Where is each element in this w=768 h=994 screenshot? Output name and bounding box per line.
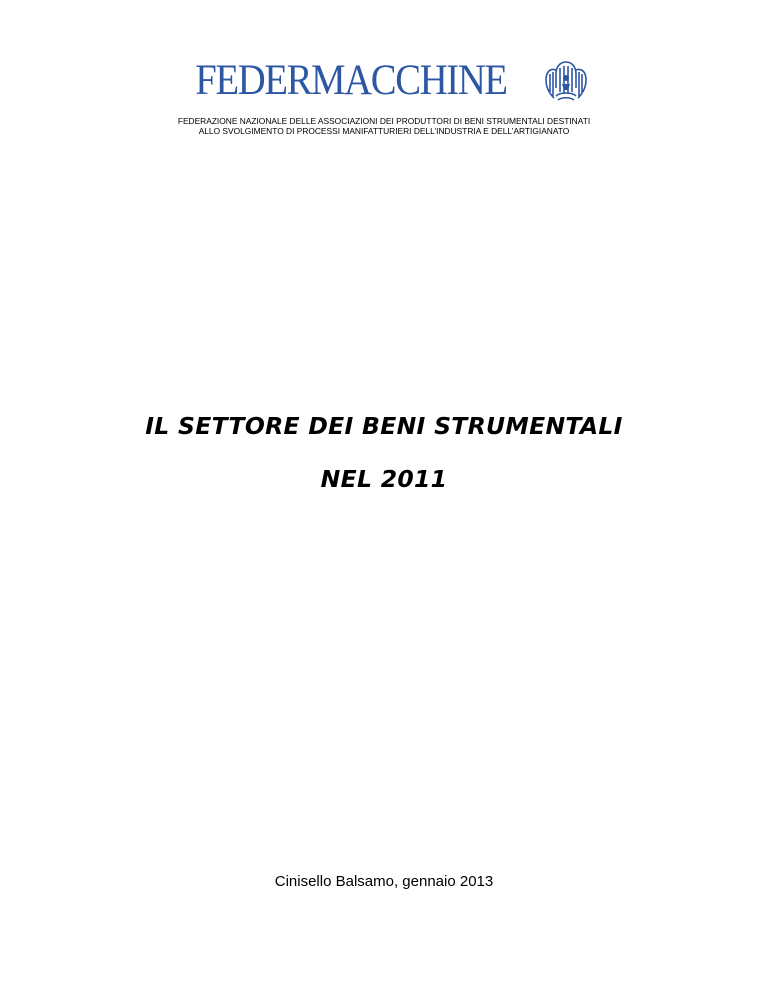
letterhead — [0, 58, 768, 136]
brand-name: FEDERMACCHINE — [195, 57, 507, 104]
brand-subtitle-line1: FEDERAZIONE NAZIONALE DELLE ASSOCIAZIONI DEI PRODUTTORI DI BENI STRUMENTALI DESTINATI — [177, 116, 591, 126]
document-title-line1: IL SETTORE DEI BENI STRUMENTALI — [145, 412, 623, 440]
brand-subtitle-line2: ALLO SVOLGIMENTO DI PROCESSI MANIFATTURIERI DELL’INDUSTRIA E DELL’ARTIGIANATO — [198, 126, 570, 136]
document-title-line2: NEL 2011 — [320, 465, 448, 493]
place-and-date: Cinisello Balsamo, gennaio 2013 — [274, 873, 494, 890]
brand-row — [0, 58, 768, 104]
confindustria-eagle-icon — [542, 58, 590, 104]
